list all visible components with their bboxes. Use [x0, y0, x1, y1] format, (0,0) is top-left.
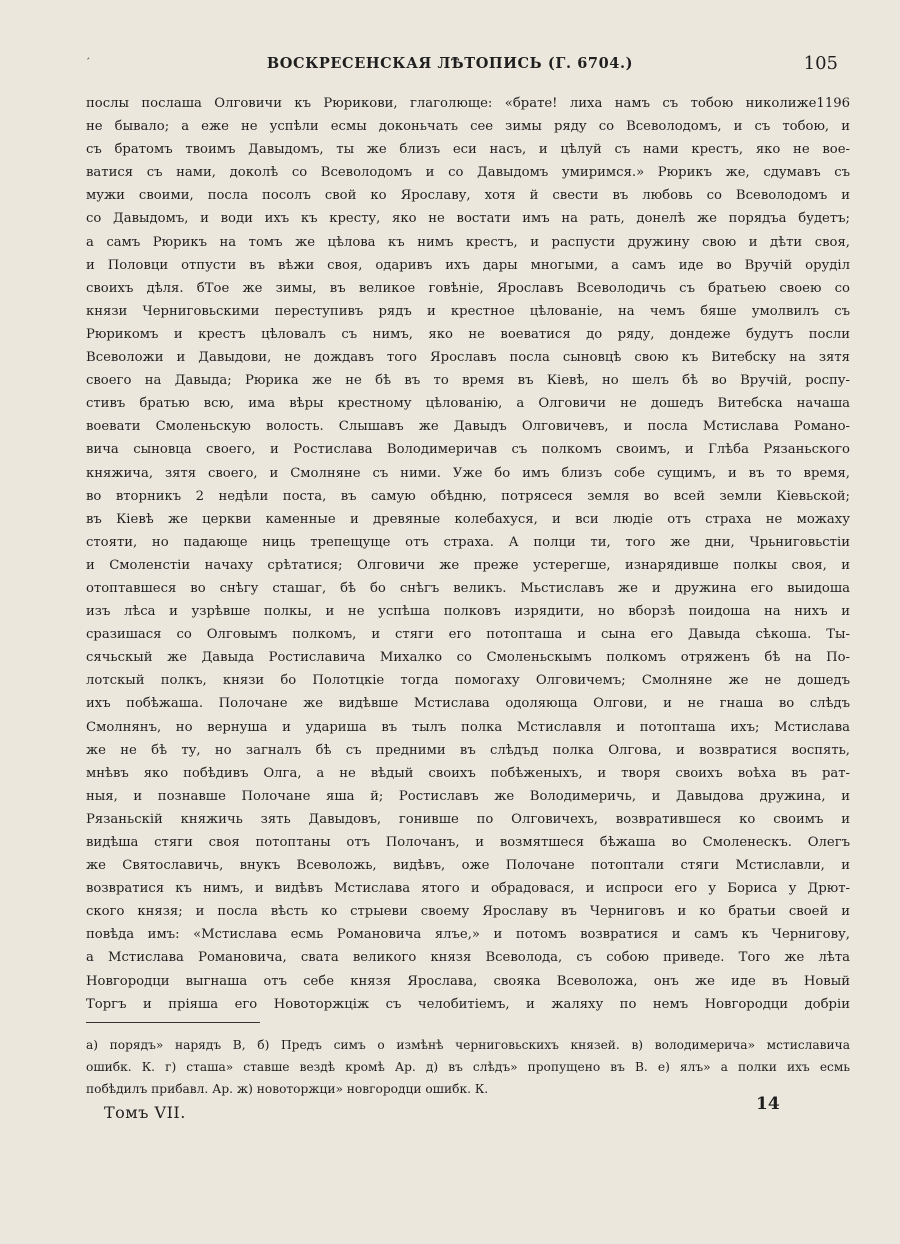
text-line: сячьскый же Давыда Ростиславича Михалко со Смоленьскымъ полкомъ отряженъ бѣ на По-: [86, 650, 850, 666]
text-line: воевати Смоленьскую волость. Слышавъ же Давыдъ Олговичевъ, и посла Мстислава Романо-: [86, 419, 850, 435]
text-line: же Святославичь, внукъ Всеволожь, видѣвъ, оже Полочане потоптали стяги Мстиславли, и: [86, 858, 850, 874]
text-line: же не бѣ ту, но загналъ бѣ съ предними въ слѣдъд полка Олгова, и возвратися воспять,: [86, 742, 850, 758]
running-head: [0, 53, 900, 79]
text-line: стояти, но падающе ниць трепещуще отъ страха. А полци ти, того же дни, Чрьниговьстіи: [86, 534, 850, 550]
text-line: Торгъ и пріяша его Новоторжцiж съ челобитіемъ, и жаляху по немъ Новгородци добріи: [86, 996, 850, 1012]
text-line: Смолнянъ, но вернуша и удариша въ тылъ полка Мстиславля и потопташа ихъ; Мстислава: [86, 719, 850, 735]
text-line: повѣда имъ: «Мстислава есмь Романовича ялъе,» и потомъ возвратися и самъ къ Чернигову,: [86, 927, 850, 943]
text-line: своего на Давыда; Рюрика же не бѣ въ то время въ Кіевѣ, но шелъ бѣ во Вручій, роспу-: [86, 373, 850, 389]
text-line: ихъ побѣжаша. Полочане же видѣвше Мстислава одоляюща Олгови, и не гнаша во слѣдъ: [86, 696, 850, 712]
signature-mark: 14: [756, 1094, 780, 1114]
text-line: въ Кіевѣ же церкви каменные и древяные колебахуся, и вси людіе отъ страха не можаху: [86, 511, 850, 527]
text-line: лотскый полкъ, князи бо Полотцкіе тогда помогаху Олговичемъ; Смолняне же не дошедъ: [86, 673, 850, 689]
text-line: видѣша стяги своя потоптаны отъ Полочанъ, и возмятшеся бѣжаша во Смоленескъ. Олегъ: [86, 835, 850, 850]
text-line: ныя, и познавше Полочане яша й; Ростиславъ же Володимеричь, и Давыдова дружина, и: [86, 788, 850, 804]
text-line: ватися съ нами, доколѣ со Всеволодомъ и со Давыдомъ умиримся.» Рюрикъ же, сдумавъ съ: [86, 165, 850, 181]
margin-mark: ˊ: [86, 55, 91, 70]
text-line: со Давыдомъ, и води ихъ къ кресту, яко не востати имъ на рать, донелѣ же порядъа будетъ;: [86, 211, 850, 227]
text-line: во вторникъ 2 недѣли поста, въ самую обѣдню, потрясеся земля во всей земли Кіевьской;: [86, 488, 850, 504]
footnote-divider: [86, 1022, 260, 1023]
footnotes: [86, 1034, 850, 1100]
text-line: изъ лѣса и узрѣвше полкы, и не успѣша полковъ изрядити, но вборзѣ поидоша на нихъ и: [86, 604, 850, 620]
footnote-line: ошибк. К. г) сташа» ставше вездѣ кромѣ Ар. д) въ слѣдъ» пропущено въ В. е) ялъ» а полки ихъ есмь: [86, 1060, 850, 1074]
text-line: съ братомъ твоимъ Давыдомъ, ты же близъ еси насъ, и цѣлуй съ нами крестъ, яко не вое-: [86, 142, 850, 158]
chronicle-body-text: [86, 92, 850, 1016]
text-line: и Смоленстіи начаху срѣтатися; Олговичи же преже устерегше, изнарядивше полкы своя, и: [86, 557, 850, 573]
text-line: а Мстислава Романовича, свата великого князя Всеволода, съ собою приведе. Того же лѣта: [86, 950, 850, 966]
text-line: Рязаньскій княжичь зять Давыдовъ, гонивше по Олговичехъ, возвратившеся ко своимъ и: [86, 811, 850, 827]
text-line: а самъ Рюрикъ на томъ же цѣлова къ нимъ крестъ, и распусти дружину свою и дѣти своя,: [86, 234, 850, 250]
text-line: Новгородци выгнаша отъ себе князя Ярослава, свояка Всеволожа, онъ же иде въ Новый: [86, 973, 850, 989]
text-line: отоптавшеся во снѣгу сташаг, бѣ бо снѣгъ великъ. Мьстиславъ же и дружина его выидоша: [86, 580, 850, 596]
page-header-title: ВОСКРЕСЕНСКАЯ ЛѢТОПИСЬ (Г. 6704.): [266, 55, 634, 72]
text-line: мнѣвъ яко побѣдивъ Олга, а не вѣдый своихъ побѣженыхъ, и творя своихъ воѣха въ рат-: [86, 765, 850, 781]
text-line: князи Черниговьскими переступивъ рядъ и крестное цѣлованіе, на чемъ бяше умолвилъ съ: [86, 303, 850, 319]
text-line: и Половци отпусти въ вѣжи своя, одаривъ ихъ дары многыми, а самъ иде во Вручій оруділ: [86, 257, 850, 273]
text-line: ского князя; и посла вѣсть ко стрыеви своему Ярославу въ Черниговъ и ко братьи своей и: [86, 904, 850, 920]
volume-label: Томъ VII.: [104, 1103, 186, 1122]
text-line: вича сыновца своего, и Ростислава Володимеричав съ полкомъ своимъ, и Глѣба Рязаньского: [86, 442, 850, 458]
page-number: 105: [803, 53, 838, 74]
footnote-line: а) порядъ» нарядъ В, б) Предъ симъ о измѣнѣ черниговьскихъ князей. в) володимерича» мстиславича: [86, 1038, 850, 1052]
text-line: Всеволожи и Давыдови, не дождавъ того Ярославъ посла сыновцѣ свою къ Витебску на зятя: [86, 350, 850, 366]
text-line: не бывало; а еже не успѣли есмы доконьчать сее зимы ряду со Всеволодомъ, и съ тобою, и: [86, 119, 850, 135]
text-line: своихъ дѣля. бТое же зимы, въ великое говѣніе, Ярославъ Всеволодичь съ братьею своею со: [86, 280, 850, 296]
text-line: возвратися къ нимъ, и видѣвъ Мстислава ятого и обрадовася, и испроси его у Бориса у Дрют-: [86, 881, 850, 897]
text-line: сразишася со Олговымъ полкомъ, и стяги его потопташа и сына его Давыда сѣкоша. Ты-: [86, 627, 850, 643]
text-line: княжича, зятя своего, и Смолняне съ ними. Уже бо имъ близъ собе сущимъ, и въ то время,: [86, 465, 850, 481]
text-line: послы послаша Олговичи къ Рюрикови, глаголюще: «брате! лиха намъ съ тобою николиже1196: [86, 96, 850, 111]
footnote-line: побѣдилъ прибавл. Ар. ж) новоторжци» новгородци ошибк. К.: [86, 1082, 489, 1096]
text-line: Рюрикомъ и крестъ цѣловалъ съ нимъ, яко не воеватися до ряду, дондеже будутъ посли: [86, 326, 850, 342]
text-line: стивъ братью всю, има вѣры крестному цѣлованію, а Олговичи не дошедъ Витебска начаша: [86, 396, 850, 412]
text-line: мужи своими, посла посолъ свой ко Ярославу, хотя й свести въ любовь со Всеволодомъ и: [86, 188, 850, 204]
